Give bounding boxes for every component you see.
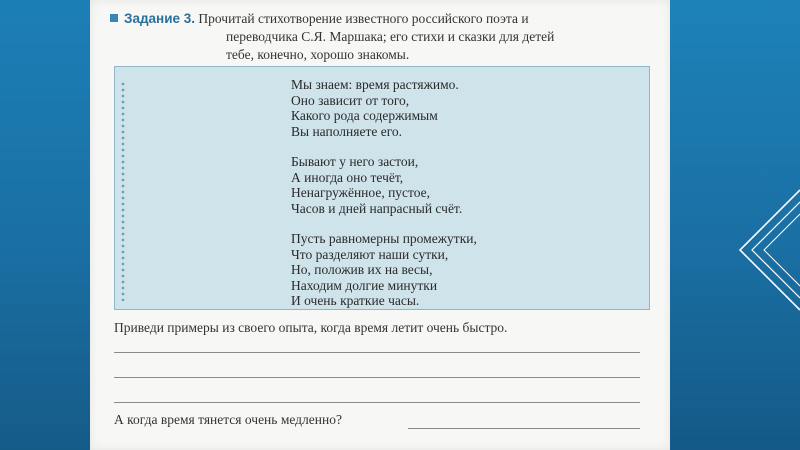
textbook-page xyxy=(90,0,670,450)
stanza-3 xyxy=(291,231,631,309)
poem-line: И очень краткие часы. xyxy=(291,293,420,308)
poem-line: Бывают у него застои, xyxy=(291,154,419,169)
right-blue-panel xyxy=(670,0,800,450)
task-line-2: переводчика С.Я. Маршака; его стихи и сказки для детей xyxy=(226,29,555,44)
poem-line: Часов и дней напрасный счёт. xyxy=(291,200,463,216)
question-slow-time: А когда время тянется очень медленно? xyxy=(114,412,342,427)
chevron-lines-icon xyxy=(670,170,800,330)
poem-line: Оно зависит от того, xyxy=(291,92,410,108)
poem-line: А иногда оно течёт, xyxy=(291,169,404,185)
answer-line-4[interactable] xyxy=(408,428,640,429)
dotted-border-decoration xyxy=(119,81,127,301)
poem-line: Что разделяют наши сутки, xyxy=(291,246,449,262)
poem-line: Какого рода содержимым xyxy=(291,108,438,123)
task-header xyxy=(110,10,650,64)
task-label: Задание 3. xyxy=(124,11,196,26)
answer-line-1[interactable] xyxy=(114,352,640,353)
poem-line: Вы наполняете его. xyxy=(291,123,403,139)
stanza-2 xyxy=(291,154,631,216)
task-line-3: тебе, конечно, хорошо знакомы. xyxy=(226,47,410,62)
task-line-1: Прочитай стихотворение известного российского поэта и xyxy=(198,11,529,26)
poem-line: Находим долгие минутки xyxy=(291,277,438,293)
poem-box xyxy=(114,66,650,310)
stanza-1 xyxy=(291,77,631,139)
poem xyxy=(291,77,631,324)
answer-line-2[interactable] xyxy=(114,377,640,378)
answer-line-3[interactable] xyxy=(114,402,640,403)
left-blue-panel xyxy=(0,0,90,450)
poem-line: Мы знаем: время растяжимо. xyxy=(291,77,459,92)
poem-line: Пусть равномерны промежутки, xyxy=(291,231,477,246)
question-fast-time: Приведи примеры из своего опыта, когда время летит очень быстро. xyxy=(114,320,508,335)
poem-line: Ненагружённое, пустое, xyxy=(291,185,431,200)
blue-square-bullet-icon xyxy=(110,14,118,22)
poem-line: Но, положив их на весы, xyxy=(291,262,433,277)
